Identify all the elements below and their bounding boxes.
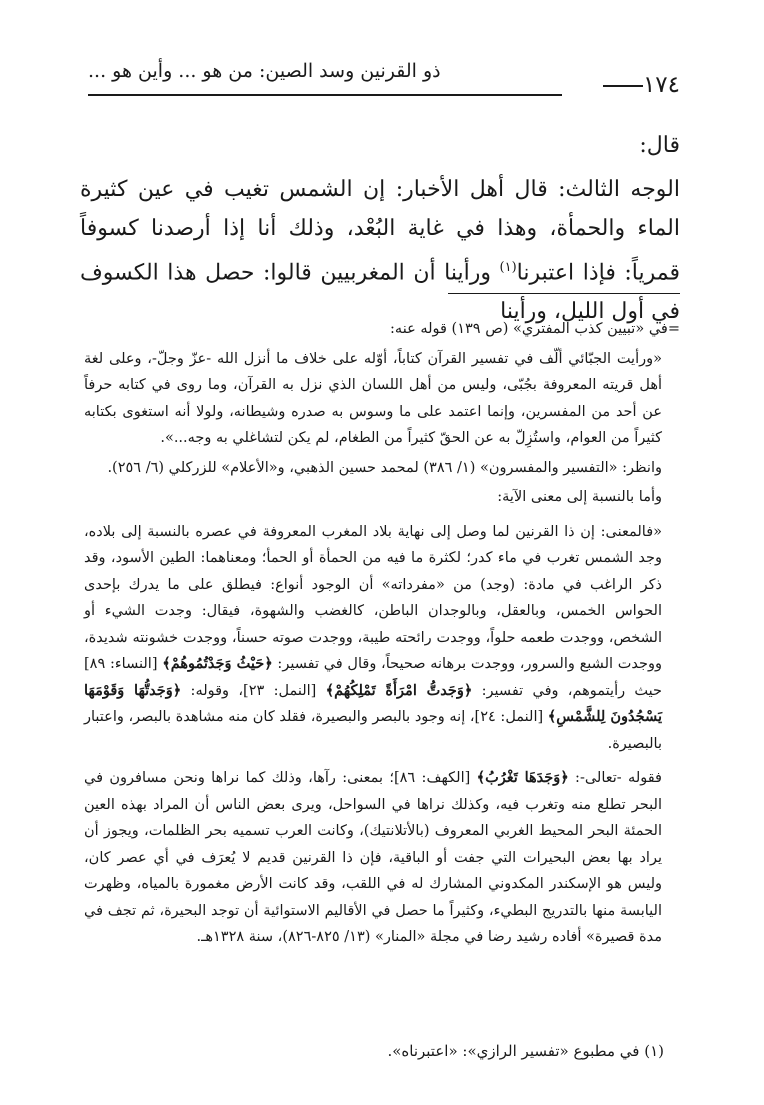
main-text-block <box>80 130 680 331</box>
page-header <box>88 58 680 98</box>
quran-verse-4: ﴿وَجَدَهَا تَغْرُبُ﴾ <box>476 769 569 786</box>
notes-see-also: وانظر: «التفسير والمفسرون» (١/ ٣٨٦) لمحمد حسين الذهبي، و«الأعلام» للزركلي (٦/ ٢٥٦). <box>107 459 662 476</box>
quran-verse-1-ref: [النساء: ٨٩] حيث رأيتموهم، وفي تفسير: <box>84 656 662 699</box>
notes-tafsir-start: فقوله -تعالى-: <box>568 770 662 786</box>
notes-meaning <box>84 519 680 758</box>
notes-tafsir <box>84 765 680 951</box>
notes-meaning-start: «فالمعنى: إن ذا القرنين لما وصل إلى نهاية بلاد المغرب المعروفة في عصره بالنسبة إلى بلاده، وجد الشمس تغرب في ماء كدر؛ لكثرة ما فيه من الحمأة أو الحمأ؛ ومعناهما: الطين الأسود، وقد ذكر الراغب في مادة: (وجد) من «مفرداته» أن الوجود أنواع: فيطلق على ما يدرك بإحدى الحواس الخمس، وبالعقل، وبالوجدان الباطن، كالغضب والشهوة، فيقال: وجدت الشيء أو الشخص، ووجدت طعمه حلواً، ووجدت رائحته طيبة، ووجدت صوته حسناً، ووجدت خشونته شديدة، ووجدت الشبع والسرور، ووجدت برهانه صحيحاً، وقال في تفسير: <box>84 523 662 672</box>
notes-tafsir-rest: [الكهف: ٨٦]؛ بمعنى: رآها، وذلك كما نراها ونحن مسافرون في البحر تطلع منه وتغرب فيه، وكذلك نراها في السواحل، ويرى بعض الناس أن المراد بهذه العين الحمئة البحر المحيط الغربي المعروف (بالأتلانتيك)، وكانت العرب تسميه بحر الظلمات، ويجوز أن يراد بها بعض البحيرات التي جفت أو الباقية، فإن ذا القرنين قديم لا يُعرَف في أي عصر كان، وليس هو الإسكندر المكدوني المشارك له في اللقب، وقد كانت الأرض مغمورة بالمياه، وظهرت اليابسة منها بالتدريج البطيء، وكثيراً ما حصل في الأقاليم الاستوائية أن توجد البحيرة، ثم تجف في مدة قصيرة» أفاده رشيد رضا في مجلة «المنار» (١٣/ ٨٢٥-٨٢٦)، سنة ١٣٢٨هـ. <box>84 770 662 945</box>
page-number-dash <box>603 85 643 87</box>
said-label: قال: <box>639 133 680 158</box>
notes-block <box>84 316 680 954</box>
notes-meaning-intro: وأما بالنسبة إلى معنى الآية: <box>497 489 662 505</box>
quran-verse-2: ﴿وَجَدتُّ امْرَأَةً تَمْلِكُهُمْ﴾ <box>325 681 473 699</box>
notes-intro: =في «تبيين كذب المفتري» (ص ١٣٩) قوله عنه: <box>390 321 680 337</box>
page-number <box>597 72 680 98</box>
quran-verse-2-ref: [النمل: ٢٣]، وقوله: <box>181 682 326 699</box>
notes-quote: «ورأيت الجبّائي ألّف في تفسير القرآن كتاباً، أوّله على خلاف ما أنزل الله -عزّ وجلّ-، وعلى لغة أهل قريته المعروفة بجُبّى، وليس من أهل اللسان الذي نزل به القرآن، وما روى في كتابه حرفاً عن أحد من المفسرين، وإنما اعتمد على ما وسوس به صدره وشيطانه، ولولا أنه استغوى بكتابه كثيراً من العوام، واستُزِلّ به عن الحقّ كثيراً من الطغام، لم يكن لتشاغلي به وجه...». <box>84 350 662 446</box>
page-number-value: ١٧٤ <box>642 72 680 98</box>
main-paragraph-text: الوجه الثالث: قال أهل الأخبار: إن الشمس تغيب في عين كثيرة الماء والحمأة، وهذا في غاية البُعْد، وذلك أنا إذا أرصدنا كسوفاً قمرياً: فإذا اعتبرنا <box>80 177 680 286</box>
main-paragraph-end: ورأينا أن المغربيين قالوا: حصل هذا الكسوف في أول الليل، ورأينا <box>80 260 680 325</box>
footnote-1: (١) في مطبوع «تفسير الرازي»: «اعتبرناه». <box>387 1042 664 1060</box>
footnote-reference: (١) <box>499 260 517 275</box>
quran-verse-3: ﴿وَجَدتُّهَا وَقَوْمَهَا يَسْجُدُونَ لِلشَّمْسِ﴾ <box>84 681 662 725</box>
footnote-separator <box>448 293 680 294</box>
main-paragraph <box>80 170 680 331</box>
quran-verse-1: ﴿حَيْثُ وَجَدْتُمُوهُمْ﴾ <box>162 655 273 672</box>
quran-verse-3-ref: [النمل: ٢٤]، إنه وجود بالبصر والبصيرة، فقلد كان منه مشاهدة بالبصر، واعتبار بالبصيرة. <box>84 709 662 752</box>
running-title: ذو القرنين وسد الصين: من هو ... وأين هو ... <box>88 60 441 82</box>
header-rule <box>88 94 562 96</box>
